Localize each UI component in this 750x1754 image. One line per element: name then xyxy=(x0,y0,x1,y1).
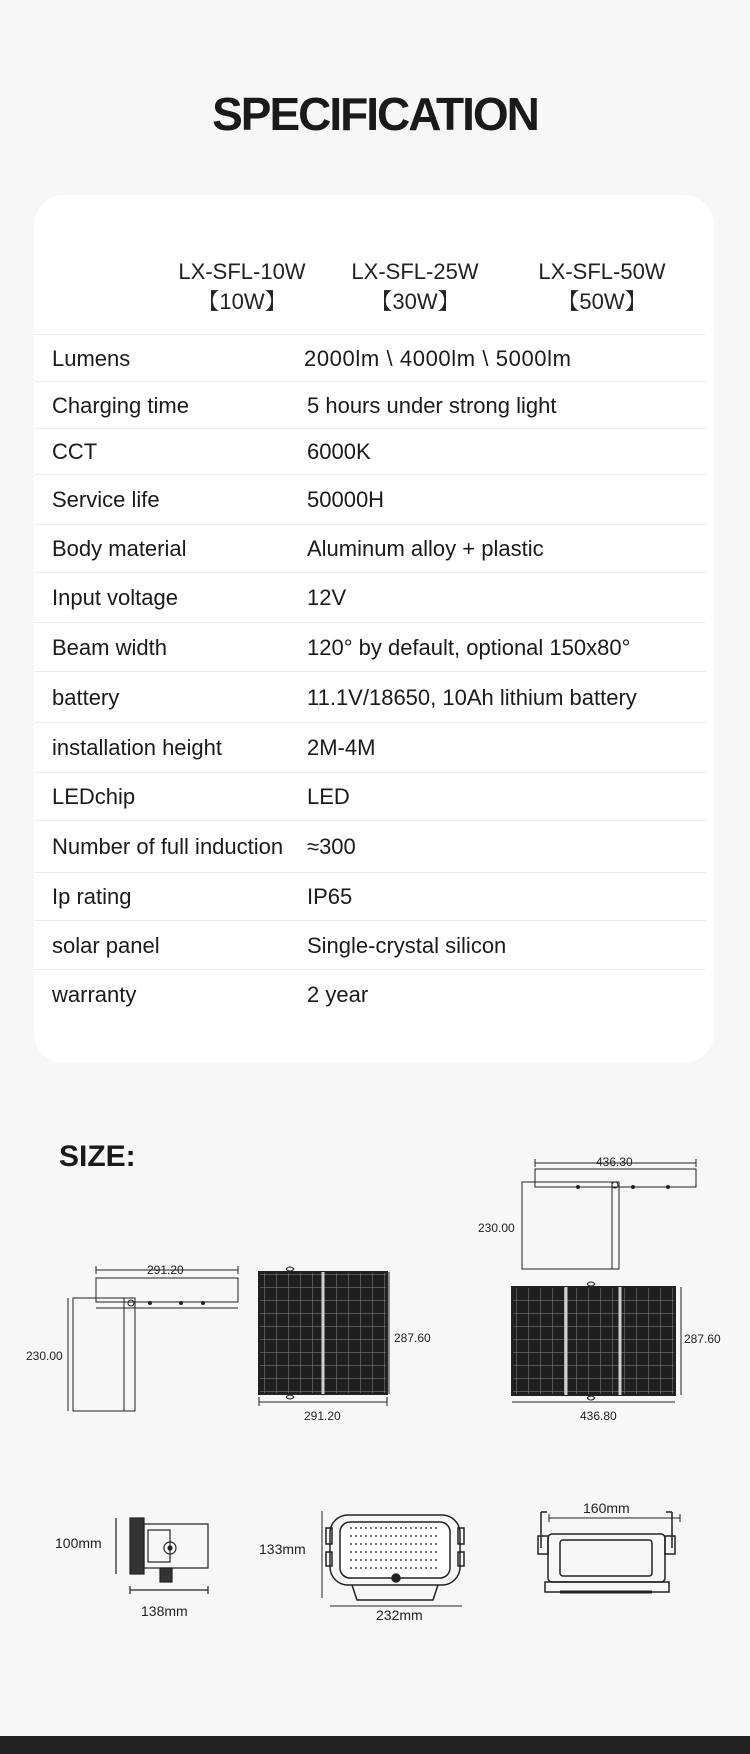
lamp-side-height-label: 100mm xyxy=(55,1535,102,1551)
large-side-view-drawing xyxy=(522,1159,696,1269)
model-power: 【30W】 xyxy=(370,289,460,314)
spec-label: Service life xyxy=(52,487,160,512)
lamp-bracket-drawing xyxy=(538,1512,680,1592)
model-power: 【50W】 xyxy=(557,289,647,314)
lamp-front-view-drawing xyxy=(322,1511,464,1606)
spec-value: 2M-4M xyxy=(307,735,376,760)
spec-label: installation height xyxy=(52,735,223,760)
spec-value: 6000K xyxy=(307,439,371,464)
spec-value: 2 year xyxy=(307,982,369,1007)
model-name: LX-SFL-10W xyxy=(178,259,306,284)
lamp-front-width-label: 232mm xyxy=(376,1607,423,1623)
spec-label: warranty xyxy=(52,982,137,1007)
spec-label: Body material xyxy=(52,536,187,561)
spec-label: Beam width xyxy=(52,634,167,660)
spec-value: Single-crystal silicon xyxy=(307,932,507,958)
model-name: LX-SFL-50W xyxy=(538,259,666,284)
small-side-view-drawing xyxy=(68,1266,238,1411)
small-solar-panel-drawing xyxy=(259,1267,389,1406)
small-panel-height-label: 287.60 xyxy=(394,1331,431,1345)
lamp-bracket-width-label: 160mm xyxy=(583,1500,630,1516)
bottom-bar xyxy=(0,1736,750,1754)
spec-label: Lumens xyxy=(52,345,131,371)
lamp-side-view-drawing xyxy=(116,1518,208,1594)
large-side-height-label: 230.00 xyxy=(478,1221,515,1235)
model-name: LX-SFL-25W xyxy=(351,259,479,284)
spec-value: IP65 xyxy=(307,884,353,909)
spec-value: 120° by default, optional 150x80° xyxy=(307,634,631,660)
spec-label: solar panel xyxy=(52,932,160,958)
spec-value: 50000H xyxy=(307,487,385,512)
large-panel-height-label: 287.60 xyxy=(684,1332,721,1346)
spec-value: ≈300 xyxy=(307,834,356,859)
spec-label: Charging time xyxy=(52,392,189,418)
spec-label: CCT xyxy=(52,439,98,464)
small-panel-width-label: 291.20 xyxy=(304,1409,341,1423)
lamp-side-width-label: 138mm xyxy=(141,1603,188,1619)
spec-value: LED xyxy=(307,784,350,809)
spec-value: Aluminum alloy + plastic xyxy=(307,536,544,561)
size-heading: SIZE: xyxy=(59,1140,136,1173)
spec-value: 11.1V/18650, 10Ah lithium battery xyxy=(307,684,637,710)
spec-label: battery xyxy=(52,684,120,710)
model-power: 【10W】 xyxy=(197,289,287,314)
spec-value: 2000lm \ 4000lm \ 5000lm xyxy=(304,345,572,371)
large-side-width-label: 436.30 xyxy=(596,1155,633,1169)
spec-label: Number of full induction xyxy=(52,834,284,859)
spec-label: Input voltage xyxy=(52,585,178,610)
spec-value: 5 hours under strong light xyxy=(307,392,557,418)
large-panel-width-label: 436.80 xyxy=(580,1409,617,1423)
small-side-height-label: 230.00 xyxy=(26,1349,63,1363)
lamp-front-height-label: 133mm xyxy=(259,1541,306,1557)
spec-value: 12V xyxy=(307,585,347,610)
spec-label: LEDchip xyxy=(52,784,136,809)
large-solar-panel-drawing xyxy=(512,1282,681,1402)
page-title: SPECIFICATION xyxy=(212,88,538,140)
spec-label: Ip rating xyxy=(52,884,132,909)
small-side-width-label: 291.20 xyxy=(147,1263,184,1277)
